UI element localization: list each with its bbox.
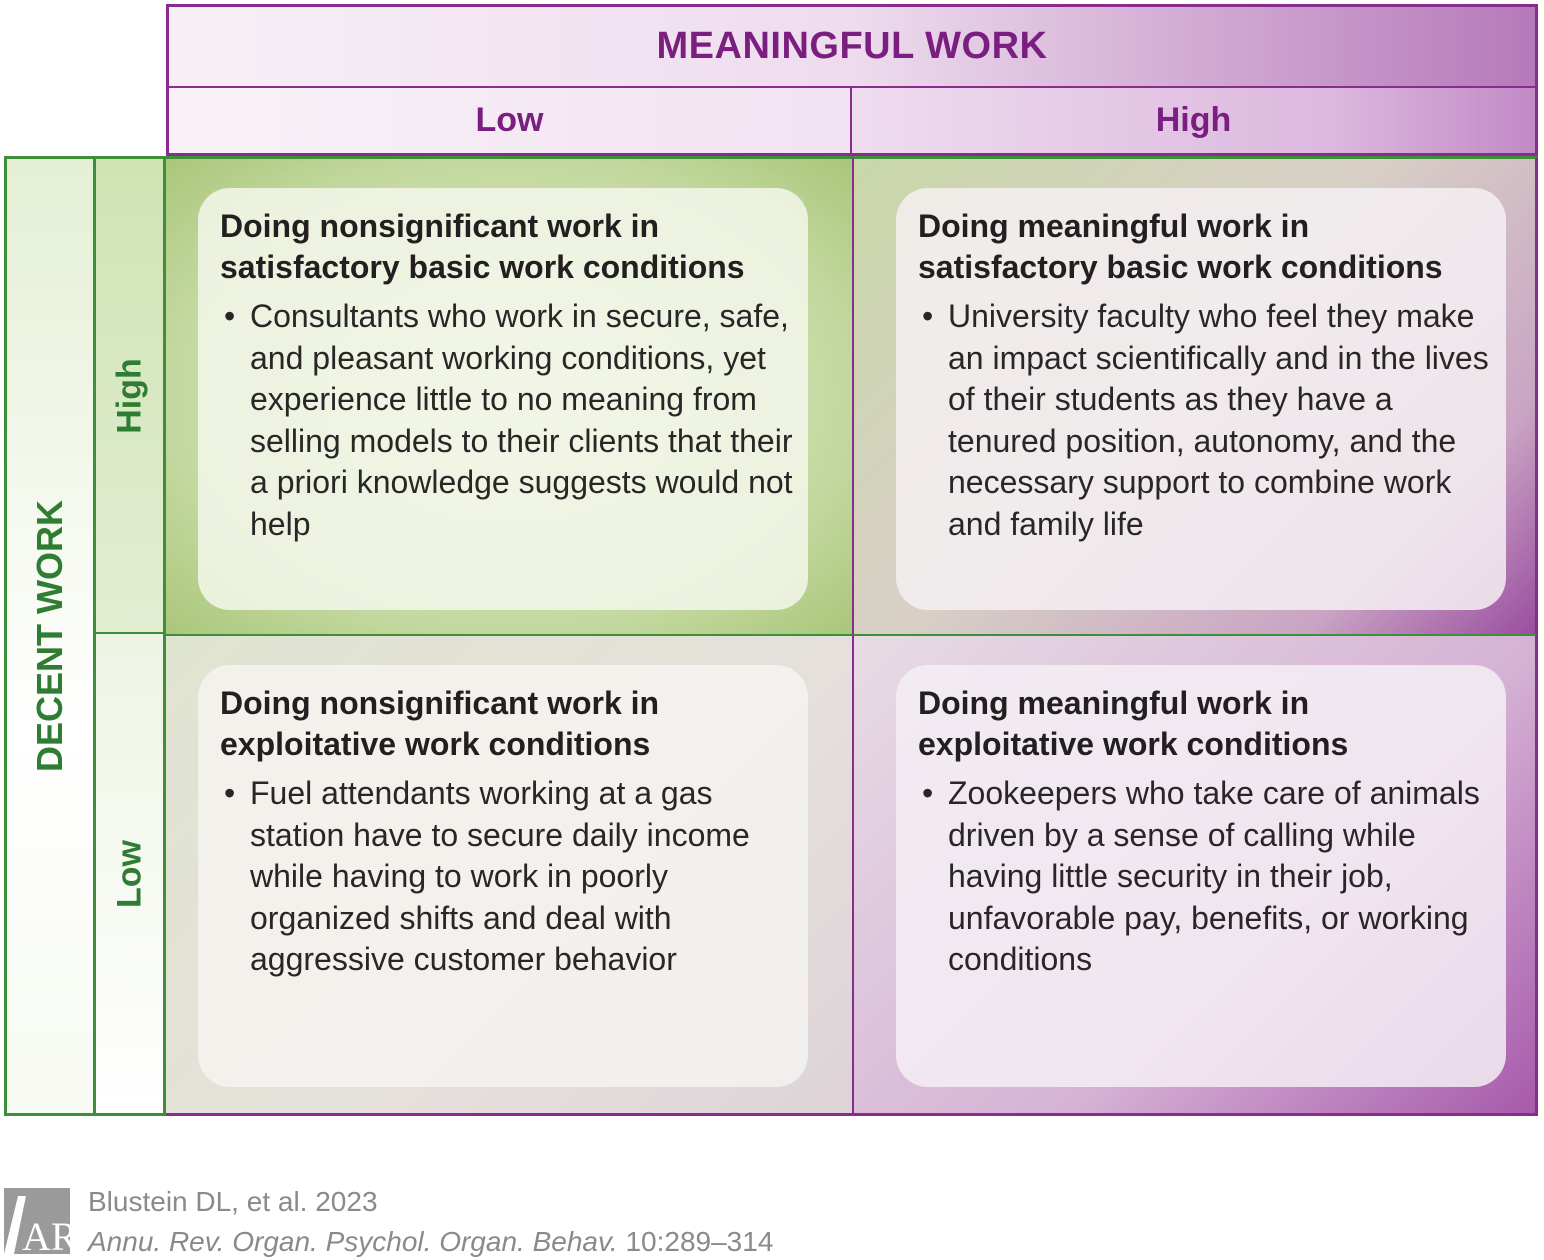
card-bottom-left <box>198 665 808 1087</box>
card-item-text: Fuel attendants working at a gas station have to secure daily income while having to work in poorly organized shifts and deal with aggressive customer behavior <box>250 775 750 977</box>
citation-journal <box>88 1226 773 1258</box>
card-item-text: Zookeepers who take care of animals driven by a sense of calling while having little security in their job, unfavorable pay, benefits, or working conditions <box>948 775 1480 977</box>
decent-work-title: DECENT WORK <box>29 500 70 772</box>
bullet-icon: • <box>224 775 236 811</box>
decent-work-header <box>4 156 96 1116</box>
card-title: Doing nonsignificant work in satisfactory basic work conditions <box>220 208 745 285</box>
card-bullet-item <box>922 296 1492 545</box>
logo-text: AR <box>22 1214 78 1259</box>
meaningful-work-header <box>166 4 1538 88</box>
meaningful-work-high-header <box>852 88 1538 156</box>
card-top-left <box>198 188 808 610</box>
decent-work-high-label: High <box>110 357 148 434</box>
citation-journal-name: Annu. Rev. Organ. Psychol. Organ. Behav. <box>88 1226 618 1257</box>
decent-work-low-header <box>96 634 166 1116</box>
card-top-right <box>896 188 1506 610</box>
citation-pages: 10:289–314 <box>617 1226 774 1257</box>
card-title: Doing meaningful work in exploitative work conditions <box>918 685 1349 762</box>
meaningful-work-high-label: High <box>1155 101 1232 139</box>
card-bullet-item <box>922 773 1492 981</box>
decent-work-high-header <box>96 156 166 634</box>
meaningful-work-low-label: Low <box>475 101 544 139</box>
decent-work-low-label: Low <box>110 839 148 908</box>
card-title: Doing nonsignificant work in exploitative work conditions <box>220 685 660 762</box>
bullet-icon: • <box>922 298 934 334</box>
card-item-text: University faculty who feel they make an impact scientifically and in the lives of their students as they have a tenured position, autonomy, and the necessary support to combine work and family life <box>948 298 1489 542</box>
annual-reviews-logo-icon <box>4 1188 78 1259</box>
card-bullet-item <box>224 296 794 545</box>
card-bullet-item <box>224 773 794 981</box>
bullet-icon: • <box>224 298 236 334</box>
card-title: Doing meaningful work in satisfactory basic work conditions <box>918 208 1443 285</box>
card-item-text: Consultants who work in secure, safe, and pleasant working conditions, yet experience little to no meaning from selling models to their clients that their a priori knowledge suggests would not help <box>250 298 793 542</box>
citation-authors: Blustein DL, et al. 2023 <box>88 1186 378 1217</box>
meaningful-work-low-header <box>166 88 852 156</box>
card-bottom-right <box>896 665 1506 1087</box>
bullet-icon: • <box>922 775 934 811</box>
meaningful-work-title: MEANINGFUL WORK <box>656 25 1048 67</box>
